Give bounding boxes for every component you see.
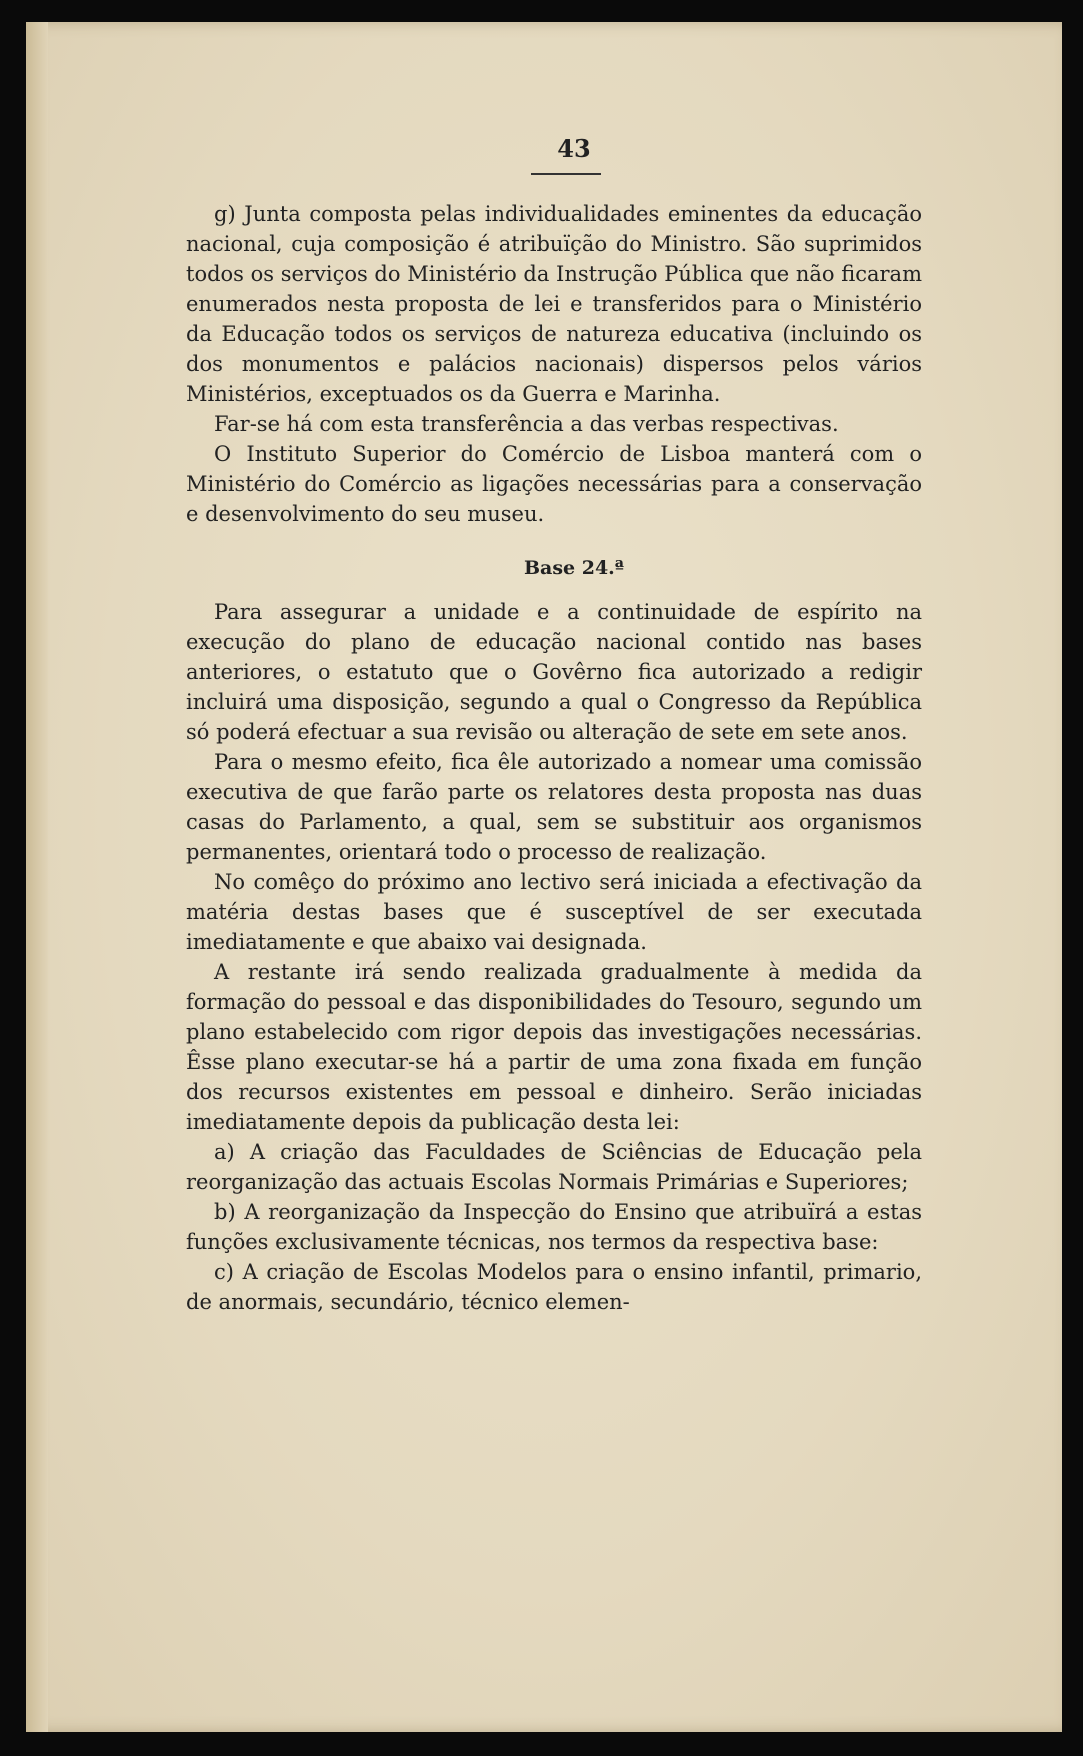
paragraph-item-a: a) A criação das Faculdades de Sciências de Educação pela reorganização das actuais Escolas Normais Primárias e Superiores; bbox=[186, 1140, 922, 1194]
page-spine bbox=[26, 22, 48, 1732]
paragraph-comeco: No comêço do próximo ano lectivo será iniciada a efectivação da matéria destas bases que é susceptível de ser executada imediatamente e que abaixo vai designada. bbox=[186, 870, 922, 954]
header-rule bbox=[531, 173, 601, 175]
paragraph-restante: A restante irá sendo realizada gradualmente à medida da formação do pessoal e das disponibilidades do Tesouro, segundo um plano estabelecido com rigor depois das investigações necessárias. Êsse plano executar-se há a partir de uma zona fixada em função dos recursos existentes em pessoal e dinheiro. Serão iniciadas imediatamente depois da publicação desta lei: bbox=[186, 960, 922, 1134]
paragraph-instituto: O Instituto Superior do Comércio de Lisboa manterá com o Ministério do Comércio as ligações necessárias para a conservação e desenvolvimento do seu museu. bbox=[186, 442, 922, 526]
page-content bbox=[186, 134, 922, 1317]
paragraph-junta: g) Junta composta pelas individualidades eminentes da educação nacional, cuja composição é atribuïção do Ministro. São suprimidos todos os serviços do Ministério da Instrução Pública que não ficaram enumerados nesta proposta de lei e transferidos para o Ministério da Educação todos os serviços de natureza educativa (incluindo os dos monumentos e palácios nacionais) dispersos pelos vários Ministérios, exceptuados os da Guerra e Marinha. bbox=[186, 202, 922, 406]
paragraph-unidade: Para assegurar a unidade e a continuidade de espírito na execução do plano de educação nacional contido nas bases anteriores, o estatuto que o Govêrno fica autorizado a redigir incluirá uma disposição, segundo a qual o Congresso da República só poderá efectuar a sua revisão ou alteração de sete em sete anos. bbox=[186, 600, 922, 744]
page-number: 43 bbox=[557, 134, 591, 163]
paragraph-transferencia: Far-se há com esta transferência a das verbas respectivas. bbox=[214, 412, 839, 436]
section-heading: Base 24.ª bbox=[523, 557, 625, 579]
document-page bbox=[26, 22, 1062, 1732]
paragraph-item-c: c) A criação de Escolas Modelos para o ensino infantil, primario, de anormais, secundário, técnico elemen- bbox=[186, 1260, 922, 1314]
paragraph-comissao: Para o mesmo efeito, fica êle autorizado a nomear uma comissão executiva de que farão parte os relatores desta proposta nas duas casas do Parlamento, a qual, sem se substituir aos organismos permanentes, orientará todo o processo de realização. bbox=[186, 750, 922, 864]
paragraph-item-b: b) A reorganização da Inspecção do Ensino que atribuïrá a estas funções exclusivamente técnicas, nos termos da respectiva base: bbox=[186, 1200, 922, 1254]
